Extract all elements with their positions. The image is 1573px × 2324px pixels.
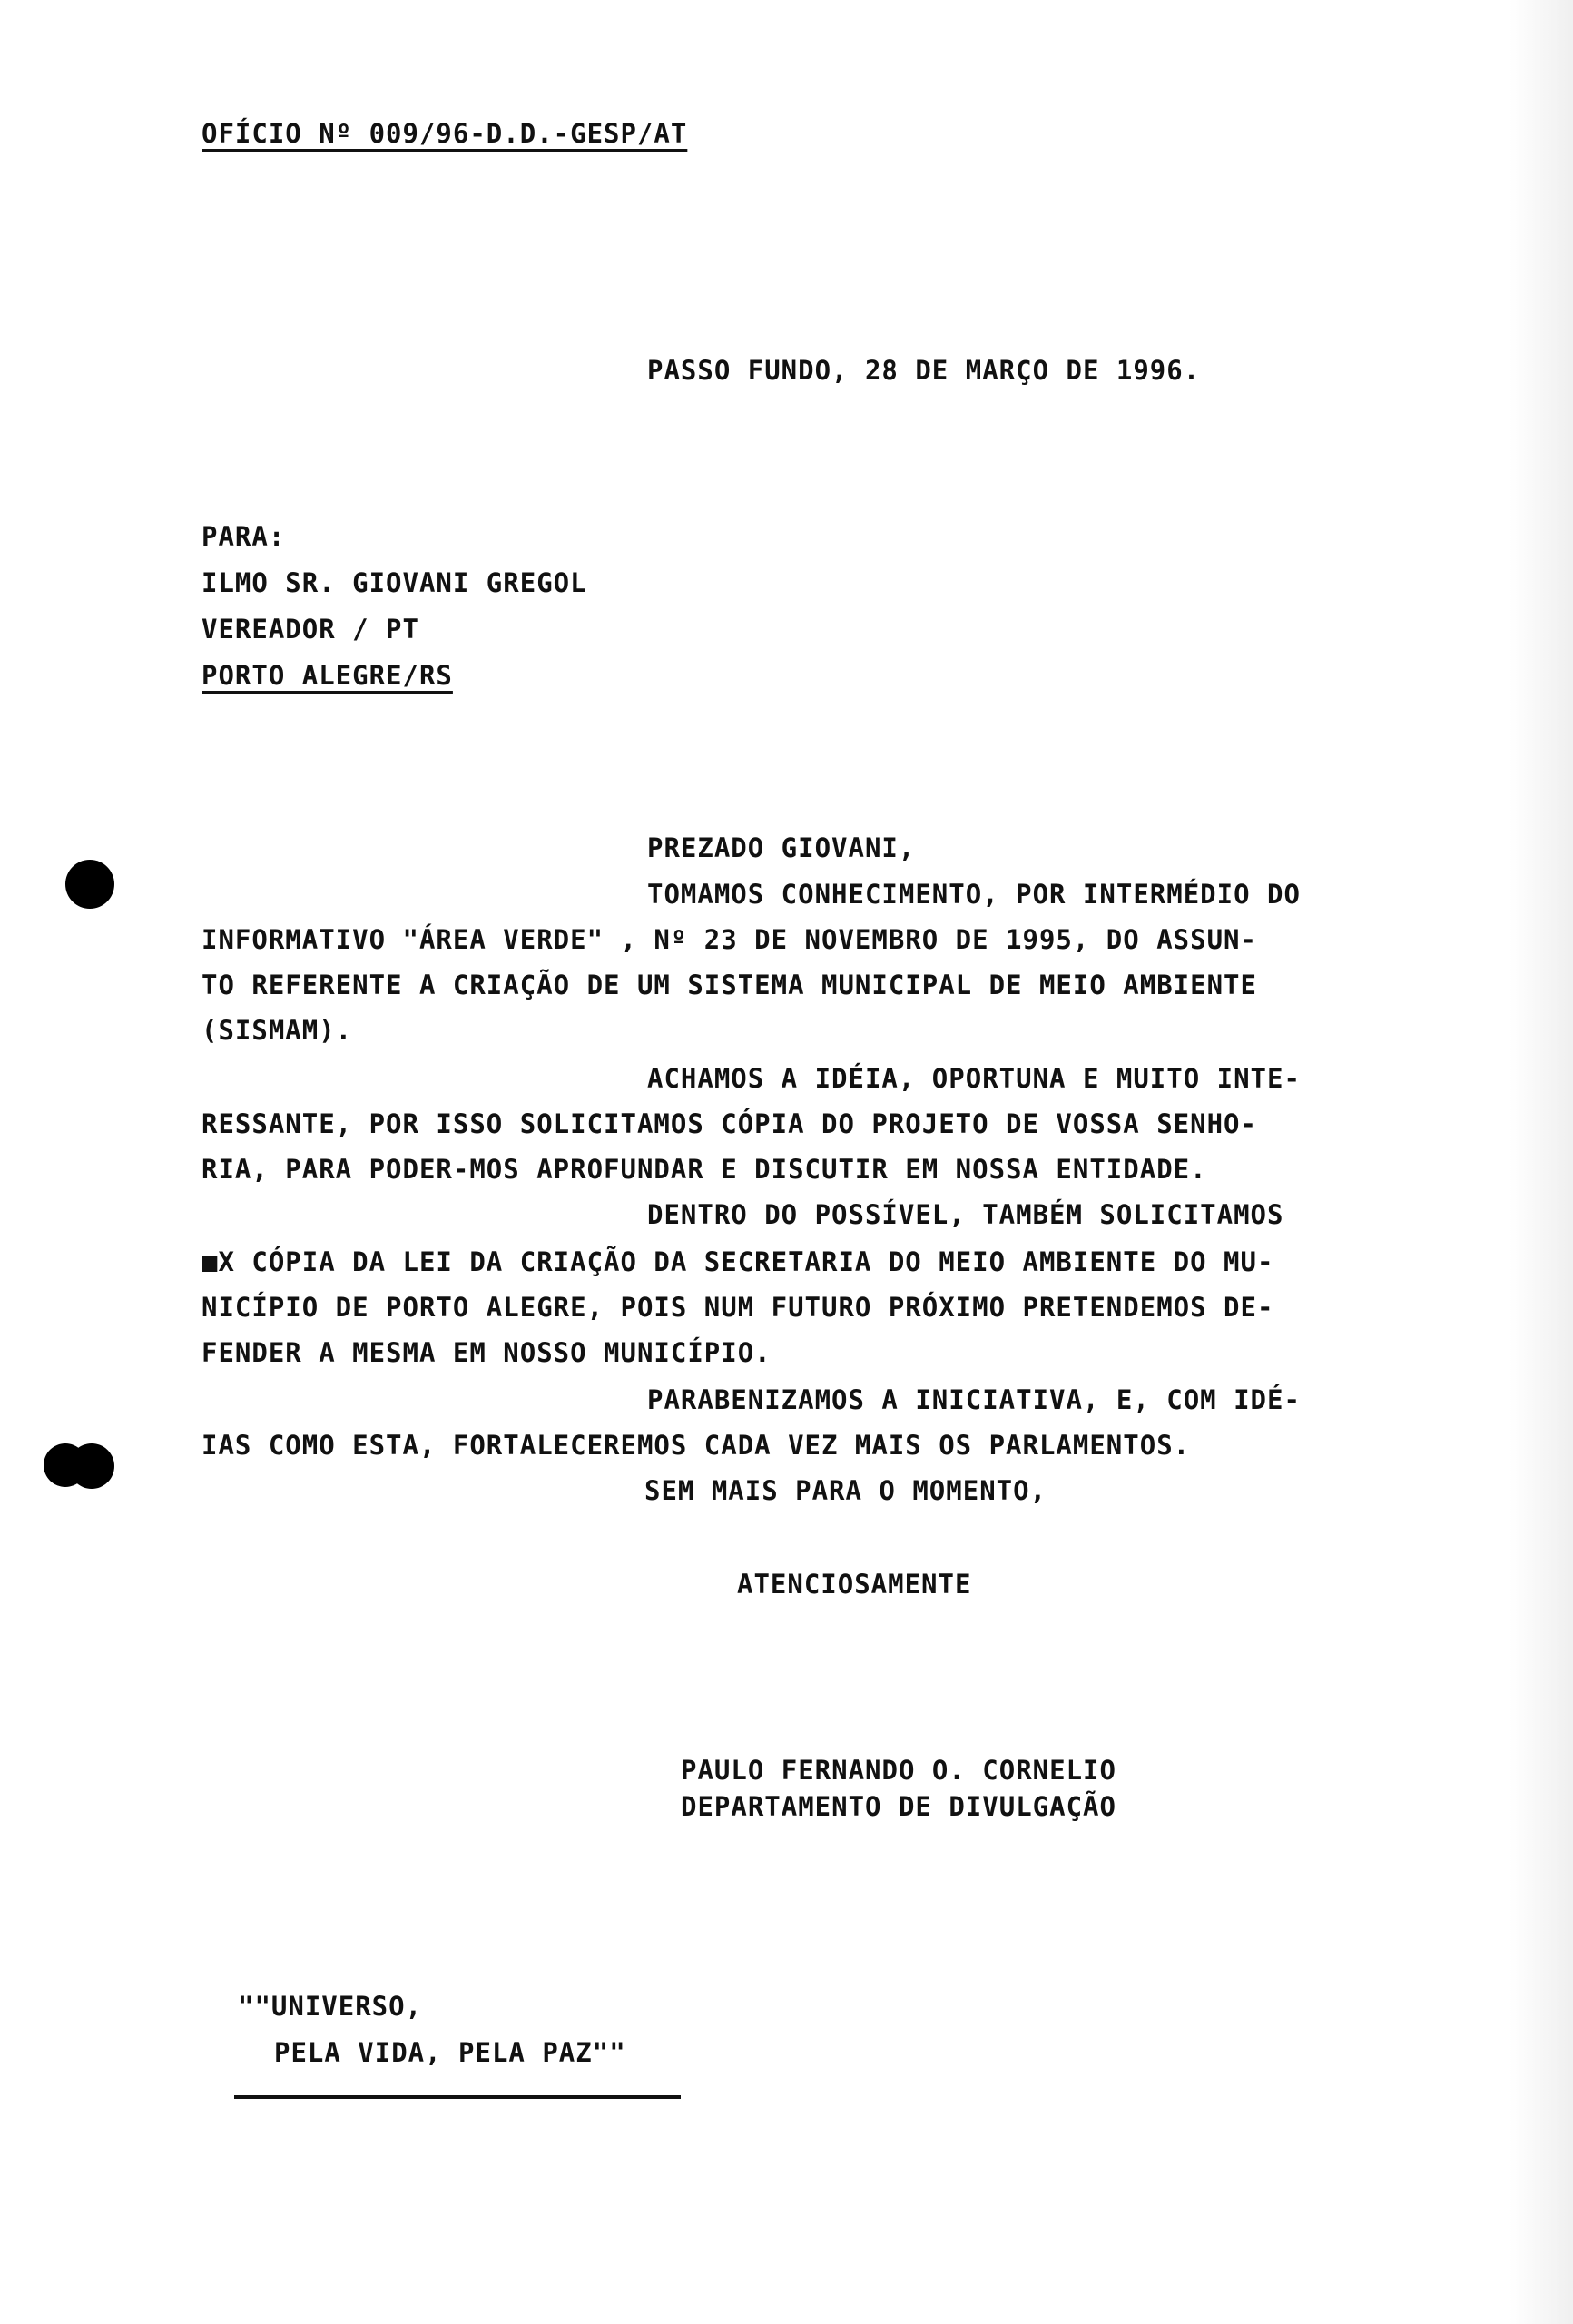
body-line: ACHAMOS A IDÉIA, OPORTUNA E MUITO INTE- [647, 1063, 1301, 1094]
recipient-city: PORTO ALEGRE/RS [202, 660, 453, 691]
punch-hole [65, 860, 114, 909]
body-line: FENDER A MESMA EM NOSSO MUNICÍPIO. [202, 1337, 772, 1368]
closing: ATENCIOSAMENTE [737, 1569, 972, 1600]
body-line: INFORMATIVO "ÁREA VERDE" , Nº 23 DE NOVEMBRO DE 1995, DO ASSUN- [202, 924, 1257, 955]
body-line: TOMAMOS CONHECIMENTO, POR INTERMÉDIO DO [647, 879, 1301, 910]
body-line: TO REFERENTE A CRIAÇÃO DE UM SISTEMA MUNICIPAL DE MEIO AMBIENTE [202, 970, 1257, 1000]
salutation: PREZADO GIOVANI, [647, 832, 916, 863]
signature-department: DEPARTAMENTO DE DIVULGAÇÃO [681, 1791, 1116, 1822]
body-line: NICÍPIO DE PORTO ALEGRE, POIS NUM FUTURO PRÓXIMO PRETENDEMOS DE- [202, 1292, 1274, 1323]
scan-edge-shadow [1509, 0, 1573, 2324]
body-line: IAS COMO ESTA, FORTALECEREMOS CADA VEZ MAIS OS PARLAMENTOS. [202, 1430, 1191, 1461]
recipient-label: PARA: [202, 521, 286, 552]
motto-line-1: ""UNIVERSO, [238, 1991, 423, 2022]
body-line: RIA, PARA PODER-MOS APROFUNDAR E DISCUTIR EM NOSSA ENTIDADE. [202, 1154, 1207, 1185]
date-line: PASSO FUNDO, 28 DE MARÇO DE 1996. [647, 355, 1201, 386]
body-line: DENTRO DO POSSÍVEL, TAMBÉM SOLICITAMOS [647, 1199, 1284, 1230]
body-line: PARABENIZAMOS A INICIATIVA, E, COM IDÉ- [647, 1384, 1301, 1415]
motto-underline [234, 2095, 681, 2099]
signature-name: PAULO FERNANDO O. CORNELIO [681, 1755, 1116, 1786]
motto-line-2: PELA VIDA, PELA PAZ"" [274, 2037, 626, 2068]
body-line: (SISMAM). [202, 1015, 353, 1046]
body-line: RESSANTE, POR ISSO SOLICITAMOS CÓPIA DO PROJETO DE VOSSA SENHO- [202, 1108, 1257, 1139]
recipient-name: ILMO SR. GIOVANI GREGOL [202, 567, 587, 598]
body-line: SEM MAIS PARA O MOMENTO, [644, 1475, 1047, 1506]
body-line: ■X CÓPIA DA LEI DA CRIAÇÃO DA SECRETARIA DO MEIO AMBIENTE DO MU- [202, 1246, 1274, 1277]
punch-hole [69, 1443, 114, 1489]
recipient-role: VEREADOR / PT [202, 614, 419, 645]
document-reference: OFÍCIO Nº 009/96-D.D.-GESP/AT [202, 118, 688, 149]
